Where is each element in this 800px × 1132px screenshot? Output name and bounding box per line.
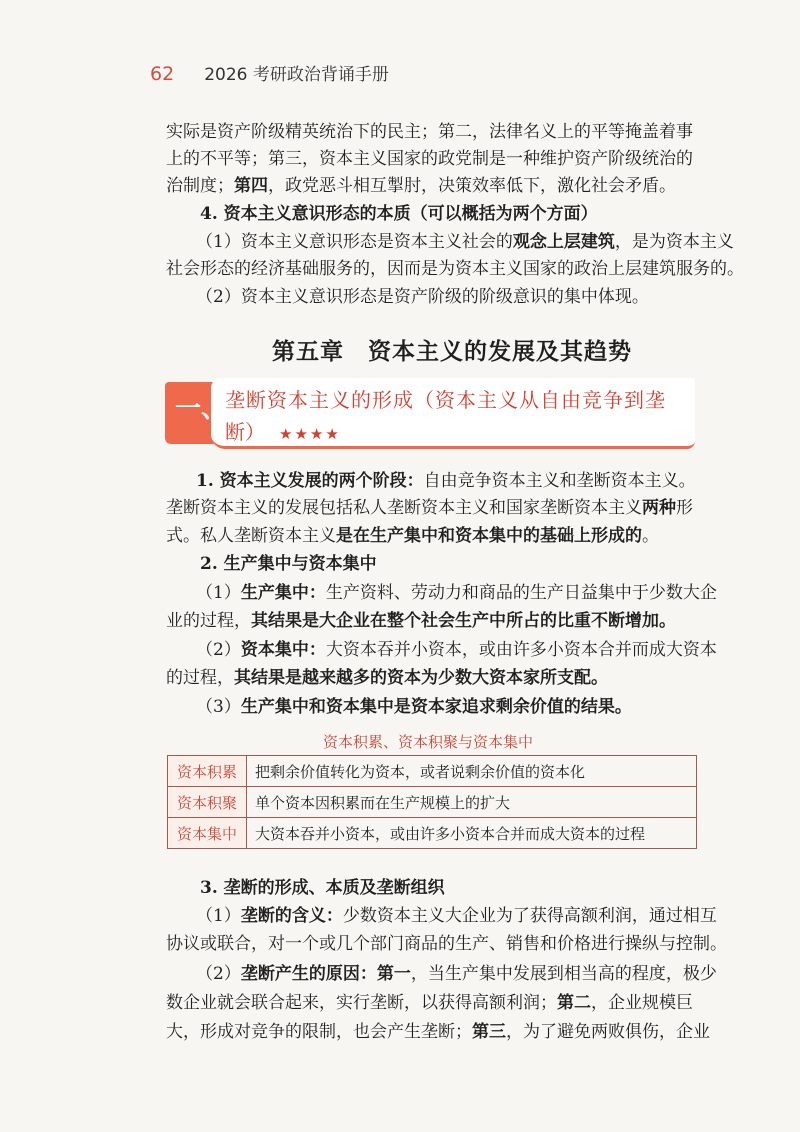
definition-cell: 单个资本因积累而在生产规模上的扩大 <box>247 787 697 818</box>
bold-text: 垄断产生的原因： <box>240 964 377 984</box>
bold-text: 生产集中和资本集中是资本家追求剩余价值的结果。 <box>240 697 632 717</box>
text-segment: 形 <box>676 498 693 518</box>
bold-text: 3. 垄断的形成、本质及垄断组织 <box>200 878 445 898</box>
text-segment: （2） <box>196 964 241 984</box>
section-number: 一、 <box>175 394 228 424</box>
text-segment: 社会形态的经济基础服务的，因而是为资本主义国家的政治上层建筑服务的。 <box>166 259 744 279</box>
bold-text: 1. 资本主义发展的两个阶段： <box>196 471 424 491</box>
bold-text: 其结果是大企业在整个社会生产中所占的比重不断增加。 <box>251 611 676 631</box>
text-line <box>166 121 693 143</box>
text-segment: （1） <box>196 906 241 926</box>
text-line <box>196 231 734 253</box>
text-line <box>166 933 727 955</box>
text-segment: 大，形成对竞争的限制，也会产生垄断； <box>166 1022 472 1042</box>
text-segment: 协议或联合，对一个或几个部门商品的生产、销售和价格进行操纵与控制。 <box>166 934 727 954</box>
text-line <box>166 497 693 519</box>
text-segment: 。 <box>642 526 659 546</box>
text-line <box>166 1021 710 1043</box>
text-line <box>196 470 696 492</box>
bold-text: 资本集中： <box>240 640 326 660</box>
bold-text: 其结果是越来越多的资本为少数大资本家所支配。 <box>234 668 608 688</box>
text-line <box>200 877 445 899</box>
bold-text: 第一 <box>376 964 411 984</box>
text-segment: ，当生产集中发展到相当高的程度，极少 <box>410 964 717 984</box>
text-line <box>166 148 693 170</box>
text-segment: 上的不平等；第三，资本主义国家的政党制是一种维护资产阶级统治的 <box>166 149 693 169</box>
text-line <box>196 963 717 985</box>
text-line <box>200 203 598 225</box>
bold-text: 垄断的含义： <box>240 906 343 926</box>
term-cell: 资本集中 <box>168 818 247 849</box>
definition-cell: 把剩余价值转化为资本，或者说剩余价值的资本化 <box>247 756 697 787</box>
section-title-text: 断） <box>225 420 265 444</box>
bold-text: 观念上层建筑 <box>512 232 615 252</box>
text-line <box>166 525 659 547</box>
bold-text: 第三 <box>472 1022 506 1042</box>
bold-text: 2. 生产集中与资本集中 <box>200 554 377 574</box>
text-segment: （2）资本主义意识形态是资产阶级的阶级意识的集中体现。 <box>196 287 649 307</box>
page-number: 62 <box>150 63 175 85</box>
text-segment: 式。私人垄断资本主义 <box>166 526 336 546</box>
bold-text: 第二 <box>557 993 591 1013</box>
text-line <box>200 553 377 575</box>
text-line <box>166 258 744 280</box>
text-segment: （1） <box>196 583 241 603</box>
bold-text: 第四 <box>234 176 268 196</box>
table-caption: 资本积累、资本积聚与资本集中 <box>323 733 534 751</box>
table-row <box>168 756 697 787</box>
text-segment: 治制度； <box>166 176 234 196</box>
text-segment: 自由竞争资本主义和垄断资本主义。 <box>423 471 696 491</box>
capital-table <box>167 755 697 849</box>
text-line <box>196 286 649 308</box>
bold-text: 是在生产集中和资本集中的基础上形成的 <box>336 526 642 546</box>
bold-text: 生产集中： <box>240 583 326 603</box>
text-segment: （2） <box>196 640 241 660</box>
section-title-line2 <box>225 416 341 445</box>
text-segment: 的过程， <box>166 668 234 688</box>
text-segment: ，为了避免两败俱伤，企业 <box>506 1022 710 1042</box>
text-segment: 生产资料、劳动力和商品的生产日益集中于少数大企 <box>325 583 717 603</box>
table-row <box>168 787 697 818</box>
importance-stars: ★★★★ <box>279 425 341 443</box>
text-segment: 垄断资本主义的发展包括私人垄断资本主义和国家垄断资本主义 <box>166 498 642 518</box>
text-segment: 业的过程， <box>166 611 251 631</box>
text-line <box>196 696 632 718</box>
text-line <box>166 610 676 632</box>
text-segment: 实际是资产阶级精英统治下的民主；第二，法律名义上的平等掩盖着事 <box>166 122 693 142</box>
text-segment: 数企业就会联合起来，实行垄断，以获得高额利润； <box>166 993 557 1013</box>
text-line <box>166 667 608 689</box>
chapter-title: 第五章 资本主义的发展及其趋势 <box>272 339 632 365</box>
page-header <box>150 60 389 85</box>
section-heading <box>165 378 695 448</box>
text-segment: ，政党恶斗相互掣肘，决策效率低下，激化社会矛盾。 <box>268 176 676 196</box>
term-cell: 资本积累 <box>168 756 247 787</box>
text-segment: （3） <box>196 697 241 717</box>
table-row <box>168 818 697 849</box>
text-line <box>196 905 717 927</box>
text-line <box>196 582 717 604</box>
section-title-line1: 垄断资本主义的形成（资本主义从自由竞争到垄 <box>225 388 666 412</box>
text-segment: ，是为资本主义 <box>614 232 734 252</box>
text-line <box>166 175 676 197</box>
term-cell: 资本积聚 <box>168 787 247 818</box>
bold-text: 两种 <box>642 498 676 518</box>
definition-cell: 大资本吞并小资本，或由许多小资本合并而成大资本的过程 <box>247 818 697 849</box>
text-segment: 少数资本主义大企业为了获得高额利润，通过相互 <box>342 906 717 926</box>
text-line <box>196 639 717 661</box>
text-line <box>166 992 693 1014</box>
bold-text: 4. 资本主义意识形态的本质（可以概括为两个方面） <box>200 204 598 224</box>
text-segment: 大资本吞并小资本，或由许多小资本合并而成大资本 <box>325 640 717 660</box>
text-segment: ，企业规模巨 <box>591 993 693 1013</box>
text-segment: （1）资本主义意识形态是资本主义社会的 <box>196 232 513 252</box>
book-title: 2026 考研政治背诵手册 <box>204 65 389 85</box>
